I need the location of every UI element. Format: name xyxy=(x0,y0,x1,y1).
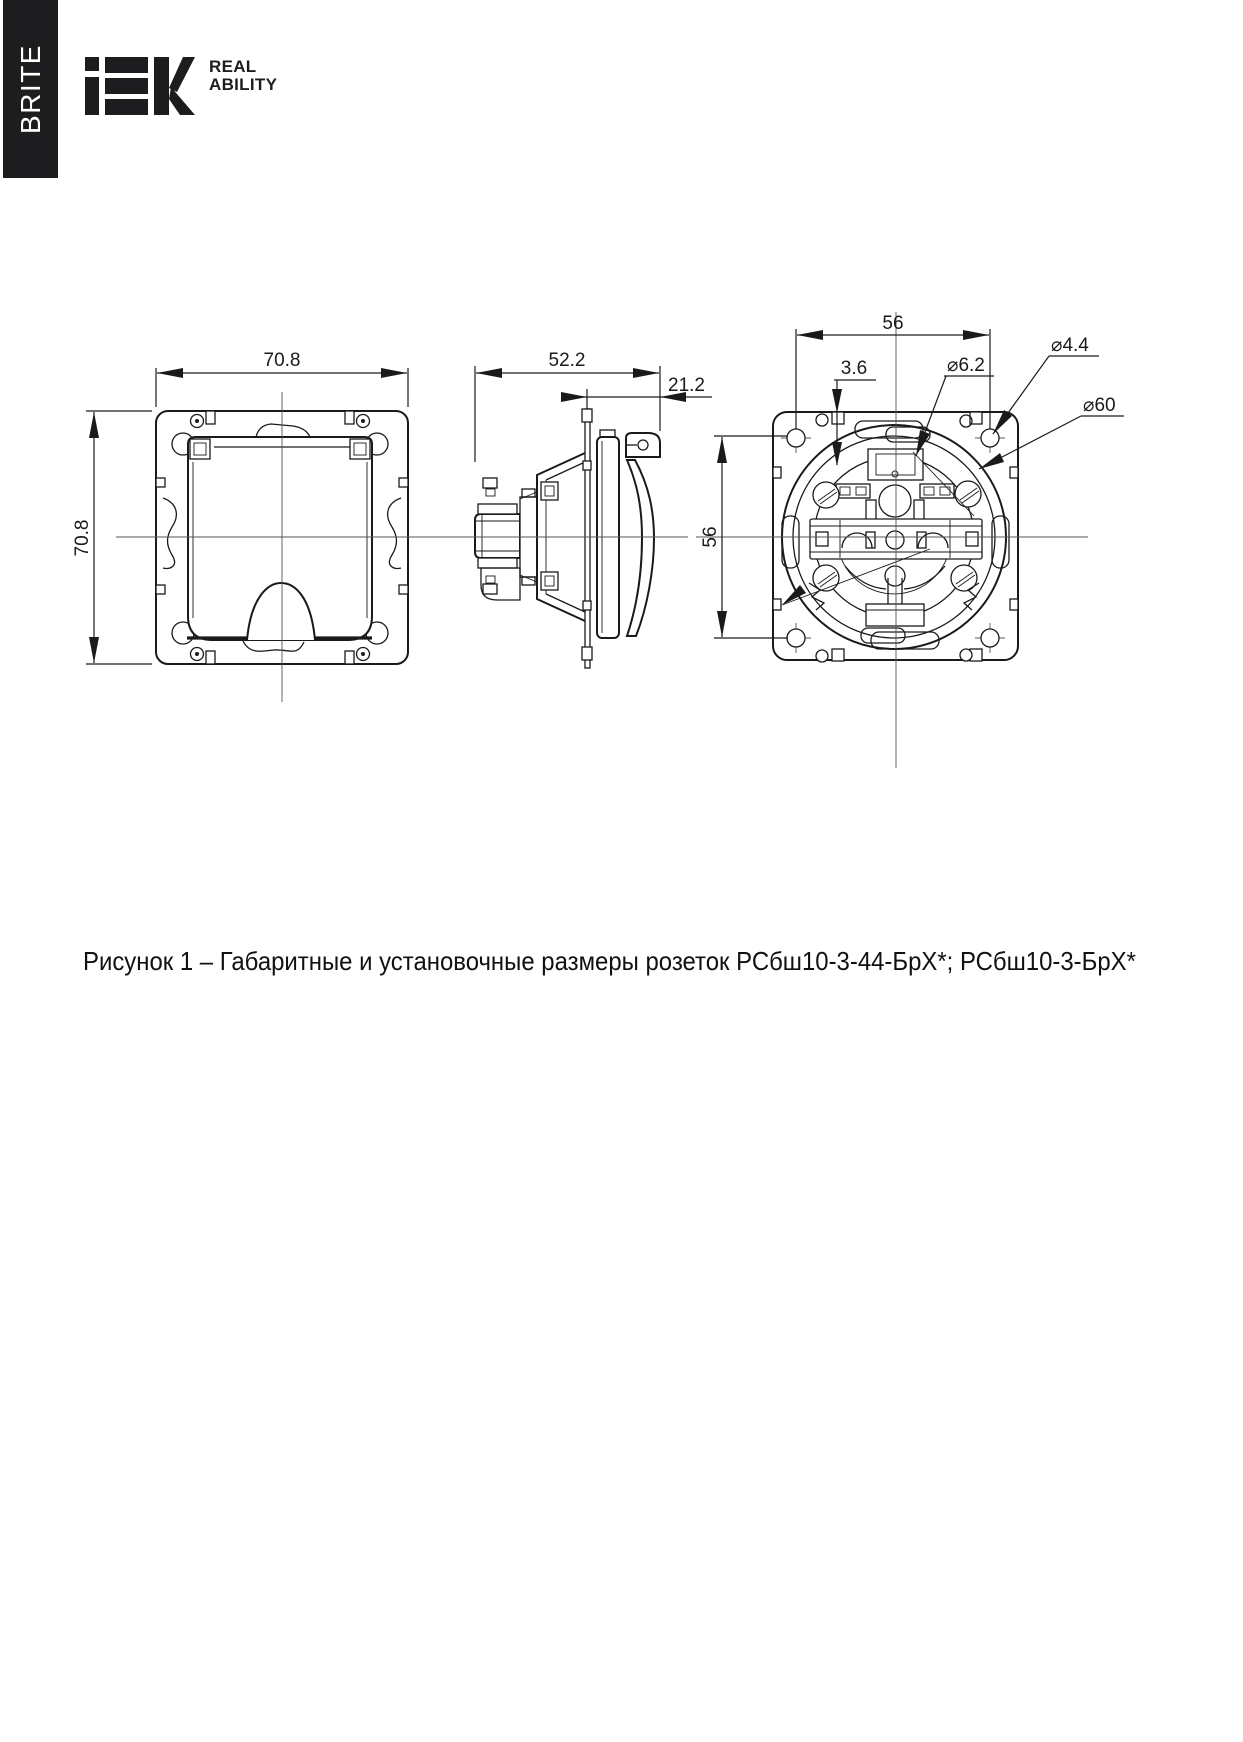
dim-body-diameter-label: ⌀60 xyxy=(1083,395,1116,416)
dimension-front-height xyxy=(72,411,152,664)
tagline-line-1: REAL xyxy=(209,57,257,76)
dim-side-depth-label: 52.2 xyxy=(548,350,586,371)
dim-slot-width-label: 3.6 xyxy=(840,358,868,379)
dim-mount-pitch-v-label: 56 xyxy=(700,526,721,548)
dim-hole-screw-label: ⌀4.4 xyxy=(1051,335,1089,356)
figure-caption: Рисунок 1 – Габаритные и установочные размеры розеток РСбш10-3-44-БрХ*; РСбш10-3-БрХ* xyxy=(83,946,1136,976)
dim-side-cover-label: 21.2 xyxy=(668,375,705,396)
tagline-line-2: ABILITY xyxy=(209,75,278,94)
dimension-side-cover xyxy=(561,375,712,409)
side-view-drawing xyxy=(424,350,712,668)
front-view-drawing xyxy=(72,350,452,702)
dim-front-width-label: 70.8 xyxy=(263,350,301,371)
dim-mount-pitch-h-label: 56 xyxy=(882,313,904,334)
series-label: BRITE xyxy=(14,44,46,134)
dim-hole-center-label: ⌀6.2 xyxy=(947,355,985,376)
dim-front-height-label: 70.8 xyxy=(72,519,93,557)
back-view-drawing xyxy=(696,312,1124,768)
